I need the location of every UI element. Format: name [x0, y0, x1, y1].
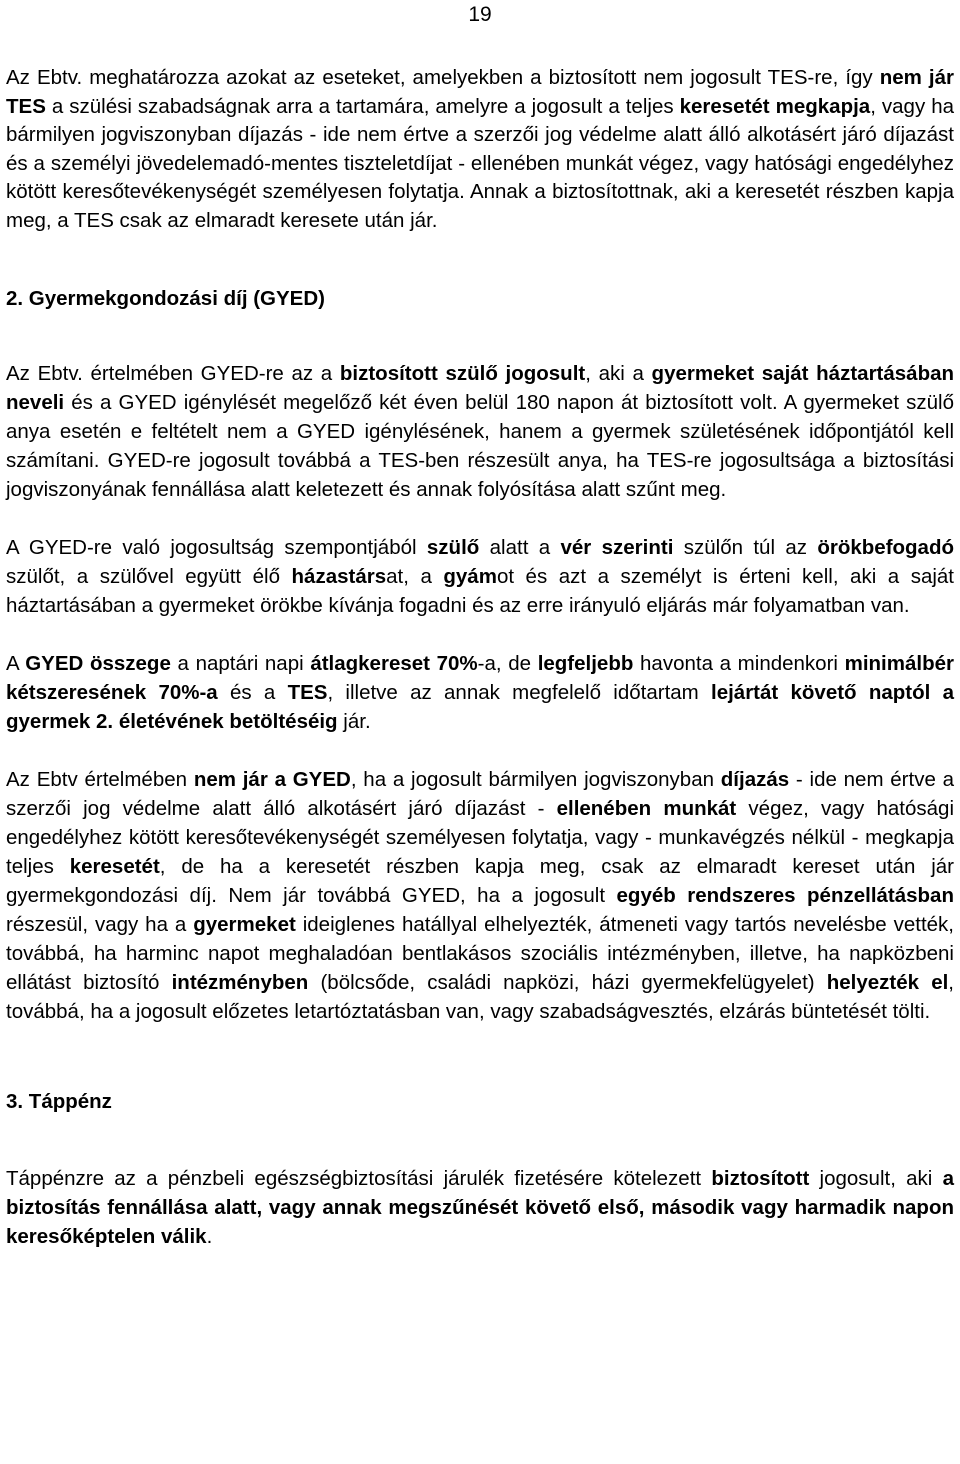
text-run: szülőt, a szülővel együtt élő: [6, 564, 292, 588]
text-run: alatt a: [479, 535, 561, 559]
bold-text-run: gyermeket saját háztartásában neveli: [6, 361, 955, 414]
text-run: a naptári napi: [170, 651, 311, 675]
text-run: , továbbá, ha a jogosult előzetes letartóztatásban van, vagy szabadságvesztés, elzárás büntetését tölti.: [6, 970, 954, 1023]
text-run: A GYED-re való jogosultság szempontjából: [6, 535, 427, 559]
text-run: és a: [217, 680, 288, 704]
bold-text-run: nem jár a GYED: [193, 767, 351, 791]
text-run: , de ha a keresetét részben kapja meg, csak az elmaradt kereset után jár gyermekgondozási díj. Nem jár továbbá GYED, ha a jogosult: [6, 854, 955, 907]
text-run: részesül, vagy ha a: [6, 912, 194, 936]
text-run: és a GYED igénylését megelőző két éven belül 180 napon át biztosított volt. A gyermeket szülő anya esetén e feltételt nem a GYED igénylésének, hanem a gyermek születésének időpontjától kell számítani. GYED-re jogosult továbbá a TES-ben részesült anya, ha TES-re jogosultsága a biztosítási jogviszonyának fennállása alatt keletezett és annak folyósítása alatt szűnt meg.: [6, 390, 954, 501]
text-run: Az Ebtv. meghatározza azokat az eseteket, amelyekben a biztosított nem jogosult TES-re, így: [6, 66, 880, 89]
bold-text-run: lejártát követő naptól a gyermek 2. életévének betöltéséig: [6, 680, 955, 733]
text-run: jogosult, aki: [809, 1166, 943, 1190]
gyed-exclusions-paragraph: [6, 765, 954, 1026]
text-run: Táppénzre az a pénzbeli egészségbiztosítási járulék fizetésére kötelezett: [6, 1166, 712, 1190]
text-run: Az Ebtv értelmében: [6, 767, 194, 791]
text-run: .: [206, 1224, 213, 1248]
text-run: jár.: [337, 709, 371, 733]
bold-text-run: GYED összege: [25, 651, 171, 675]
text-run: A: [6, 651, 26, 675]
text-run: - ide nem értve a szerzői jog védelme alatt álló alkotásért járó díjazást -: [6, 767, 955, 820]
text-run: szülőn túl az: [673, 535, 818, 559]
bold-text-run: örökbefogadó: [817, 535, 955, 559]
bold-text-run: biztosított: [711, 1166, 810, 1190]
text-run: ot és azt a személyt is érteni kell, aki a saját háztartásában a gyermeket örökbe kívánja fogadni és az erre irányuló eljárás már folyamatban van.: [6, 564, 954, 617]
section-3-heading: 3. Táppénz: [6, 1089, 112, 1113]
bold-text-run: legfeljebb: [537, 651, 634, 675]
gyed-amount-paragraph: [6, 649, 954, 736]
gyed-parent-definition-paragraph: [6, 533, 954, 620]
text-run: , vagy ha bármilyen jogviszonyban díjazás - ide nem értve a szerzői jog védelme alatt álló alkotásért járó díjazást és a személyi jövedelemadó-mentes tiszteletdíjat - ellenében munkát végez, vagy hatósági engedélyhez kötött keresőtevékenységét személyesen folytatja. Annak a biztosítottnak, aki a keresetét részben kapja meg, a TES csak az elmaradt keresete után jár.: [6, 94, 954, 232]
bold-text-run: keresetét: [69, 854, 160, 878]
text-run: a szülési szabadságnak arra a tartamára, amelyre a jogosult a teljes: [45, 94, 680, 118]
bold-text-run: biztosított szülő jogosult: [339, 361, 586, 385]
bold-text-run: keresetét megkapja: [679, 94, 871, 118]
gyed-eligibility-paragraph: [6, 359, 954, 504]
bold-text-run: vér szerinti: [560, 535, 674, 559]
text-run: , aki a: [585, 361, 652, 385]
text-run: havonta a mindenkori: [633, 651, 845, 675]
bold-text-run: TES: [287, 680, 328, 704]
text-run: -a, de: [477, 651, 538, 675]
bold-text-run: nem jár TES: [6, 66, 954, 118]
bold-text-run: ellenében munkát: [556, 796, 737, 820]
intro-paragraph: [6, 64, 954, 236]
bold-text-run: díjazás: [720, 767, 790, 791]
bold-text-run: a biztosítás fennállása alatt, vagy annak megszűnését követő első, második vagy harmadik napon keresőképtelen válik: [6, 1166, 955, 1248]
page-number: 19: [468, 3, 492, 26]
document-body: [6, 64, 954, 1251]
bold-text-run: gyermeket: [193, 912, 296, 936]
text-run: , illetve az annak megfelelő időtartam: [327, 680, 712, 704]
bold-text-run: gyám: [443, 564, 497, 588]
text-run: ideiglenes hatállyal elhelyezték, átmeneti vagy tartós nevelésbe vették, továbbá, ha harminc napot meghaladóan bentlakásos szociális intézményben, illetve, ha napközbeni ellátást biztosító: [6, 912, 955, 994]
text-run: végez, vagy hatósági engedélyhez kötött keresőtevékenységét személyesen folytatja, vagy - munkavégzés nélkül - megkapja teljes: [6, 796, 954, 878]
text-run: at, a: [386, 564, 444, 588]
bold-text-run: egyéb rendszeres pénzellátásban: [616, 883, 954, 907]
bold-text-run: minimálbér kétszeresének 70%-a: [6, 651, 954, 704]
section-2-heading: 2. Gyermekgondozási díj (GYED): [6, 286, 325, 310]
bold-text-run: intézményben: [171, 970, 309, 994]
bold-text-run: szülő: [426, 535, 480, 559]
bold-text-run: helyezték el: [826, 970, 949, 994]
sick-pay-paragraph: [6, 1164, 954, 1251]
bold-text-run: átlagkereset 70%: [310, 651, 478, 675]
text-run: (bölcsőde, családi napközi, házi gyermekfelügyelet): [308, 970, 827, 994]
text-run: Az Ebtv. értelmében GYED-re az a: [6, 361, 340, 385]
text-run: , ha a jogosult bármilyen jogviszonyban: [350, 767, 721, 791]
bold-text-run: házastárs: [291, 564, 387, 588]
